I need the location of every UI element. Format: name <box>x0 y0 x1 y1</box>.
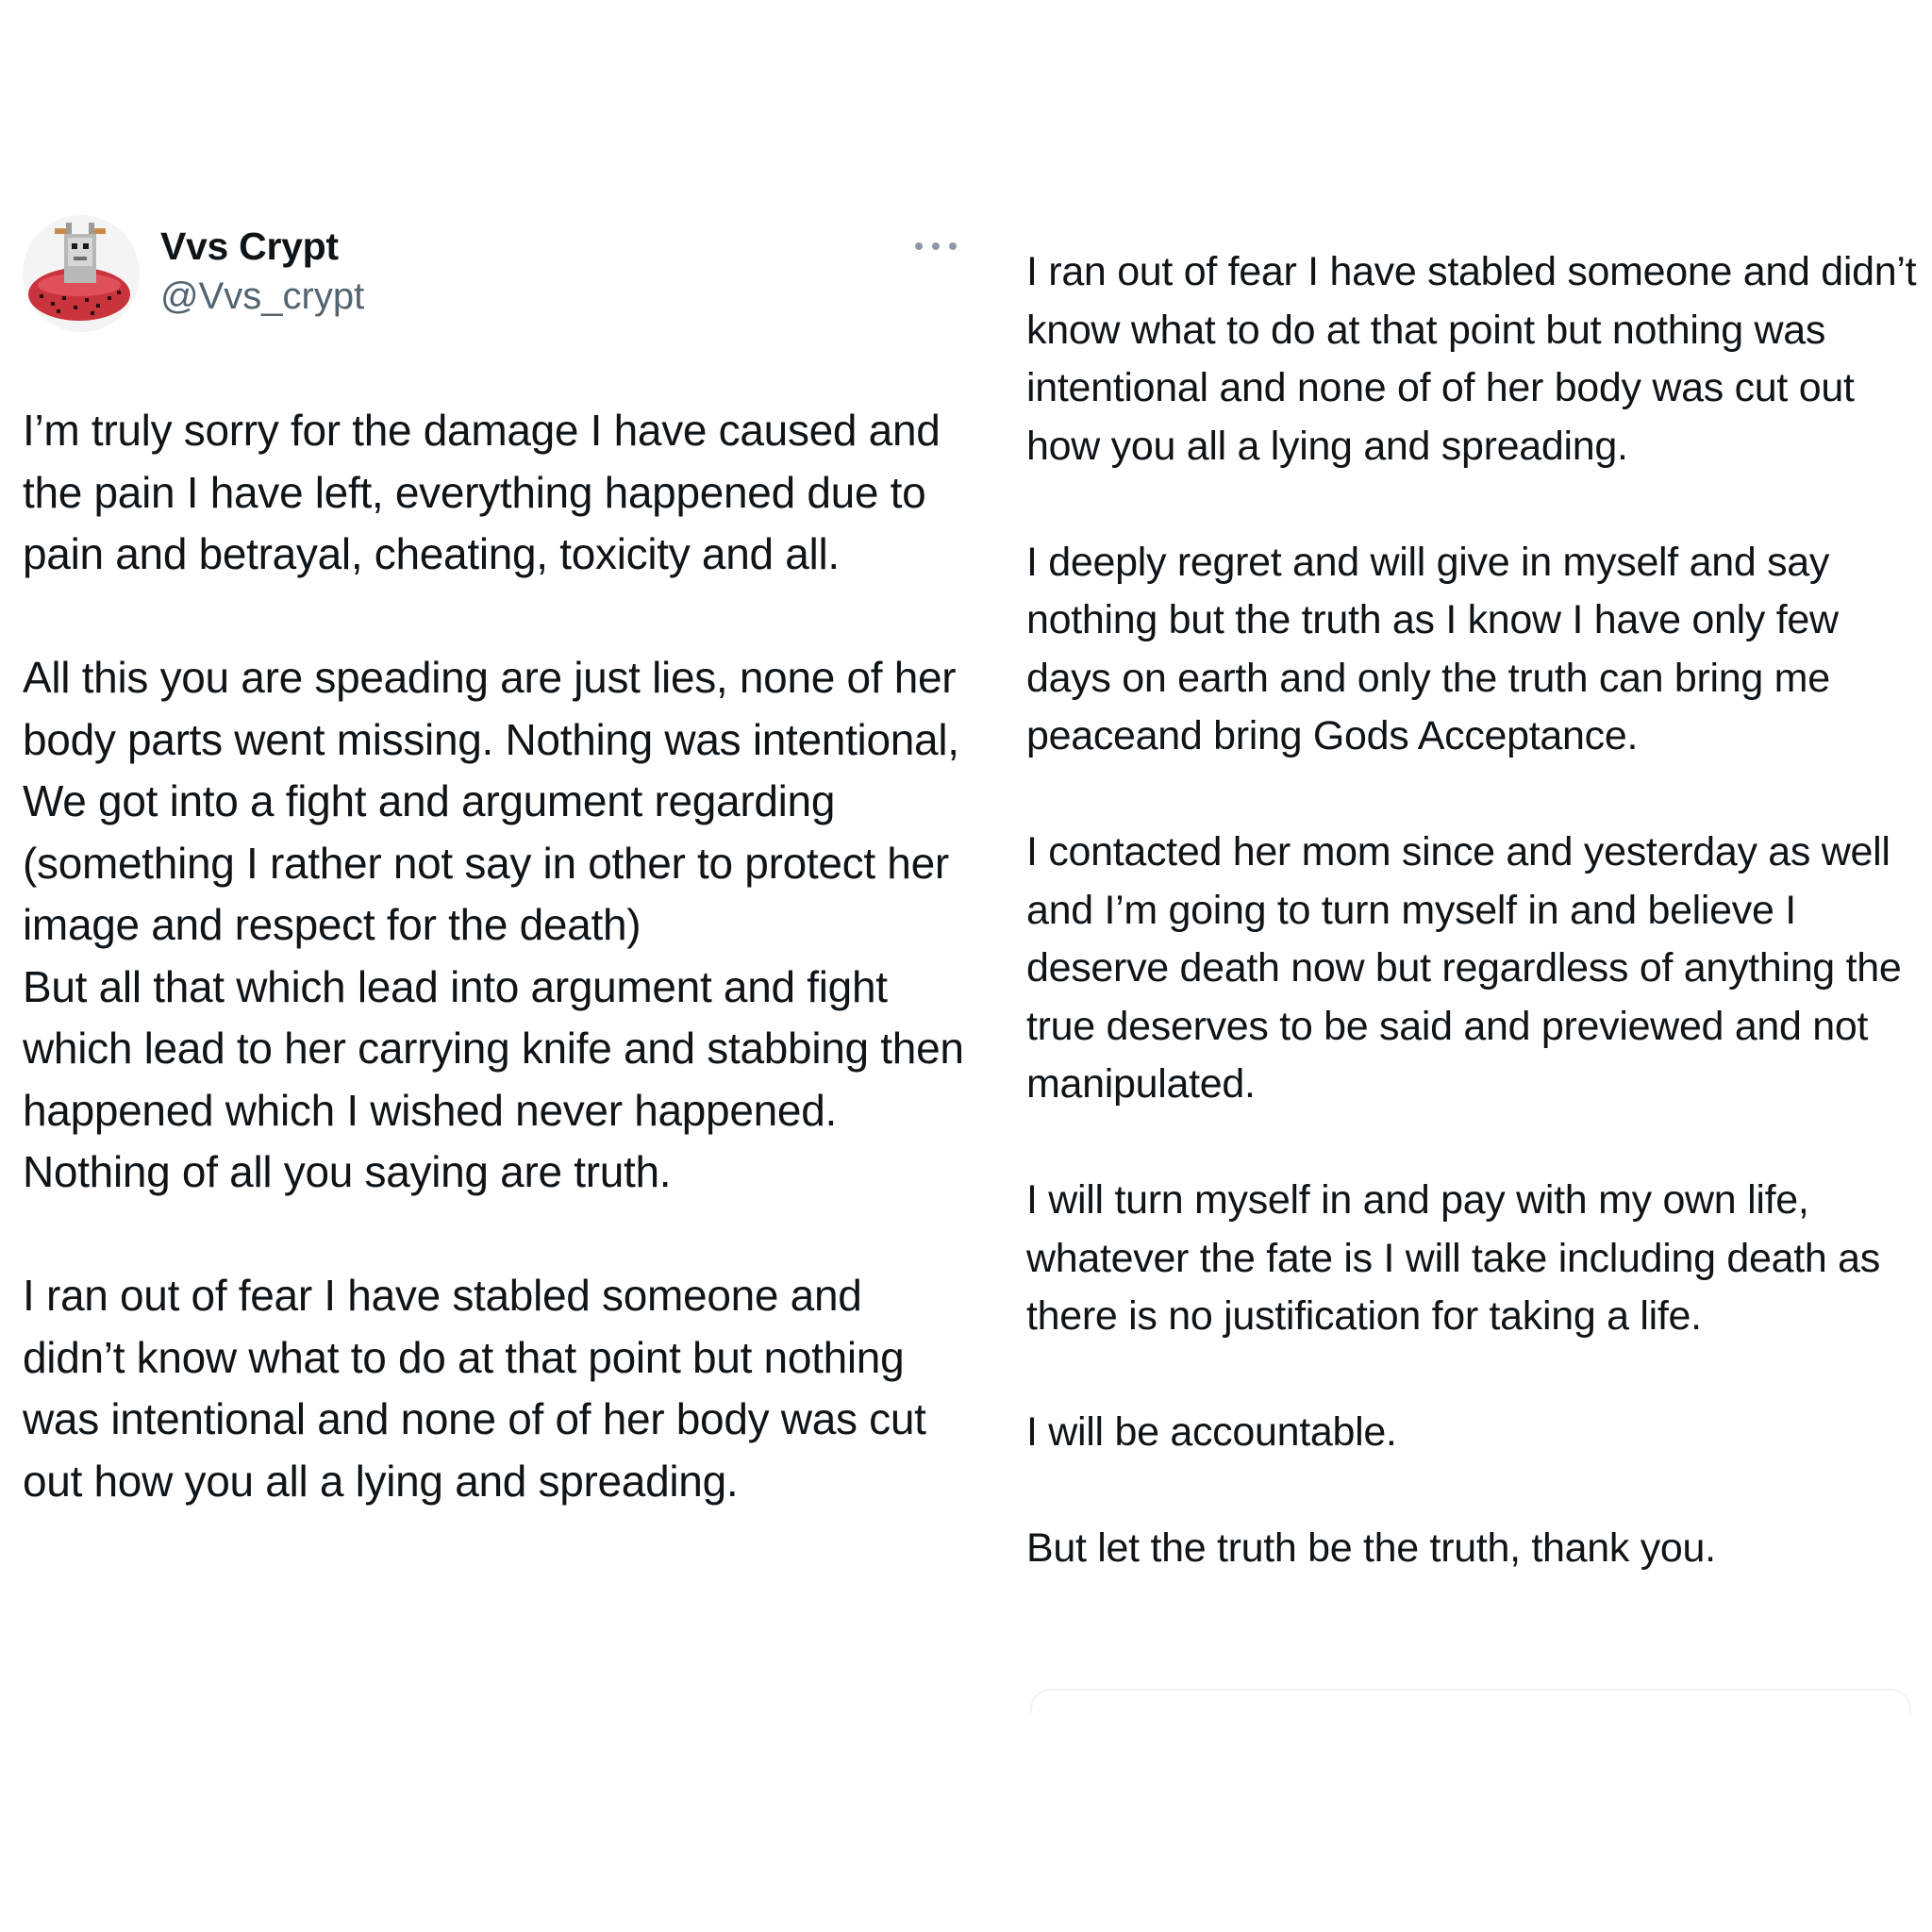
avatar[interactable] <box>23 215 140 332</box>
more-horizontal-icon <box>915 242 923 250</box>
card-divider <box>1030 1689 1911 1713</box>
user-handle[interactable]: @Vvs_crypt <box>160 275 365 317</box>
tweet-text-continued: I ran out of fear I have stabled someone and didn’t know what to do at that point but nothing was intentional and none of of her body was cut out how you all a lying and spreading. I deeply regret and will give in myself and say nothing but the truth as I know I have only few days on earth and only the truth can bring me peaceand bring Gods Acceptance. I contacted her mom since and yesterday as well and I’m going to turn myself in and believe I deserve death now but regardless of anything the true deserves to be said and previewed and not manipulated. I will turn myself in and pay with my own life, whatever the fate is I will take including death as there is no justification for taking a life. I will be accountable. But let the truth be the truth, thank you. <box>1026 249 1917 1571</box>
tweet-screenshot-right <box>981 0 1932 1932</box>
more-horizontal-icon <box>932 242 940 250</box>
more-options-button[interactable] <box>913 234 958 257</box>
tweet-text: I’m truly sorry for the damage I have caused and the pain I have left, everything happened due to pain and betrayal, cheating, toxicity and all. All this you are speading are just lies, none of her body parts went missing. Nothing was intentional, We got into a fight and argument regarding (something I rather not say in other to protect her image and respect for the death) But all that which lead into argument and fight which lead to her carrying knife and stabbing then happened which I wished never happened. Nothing of all you saying are truth. I ran out of fear I have stabled someone and didn’t know what to do at that point but nothing was intentional and none of of her body was cut out how you all a lying and spreading. <box>23 406 964 1506</box>
avatar-image <box>23 215 140 332</box>
display-name[interactable]: Vvs Crypt <box>160 225 339 268</box>
more-horizontal-icon <box>949 242 957 250</box>
tweet-header <box>23 215 957 338</box>
